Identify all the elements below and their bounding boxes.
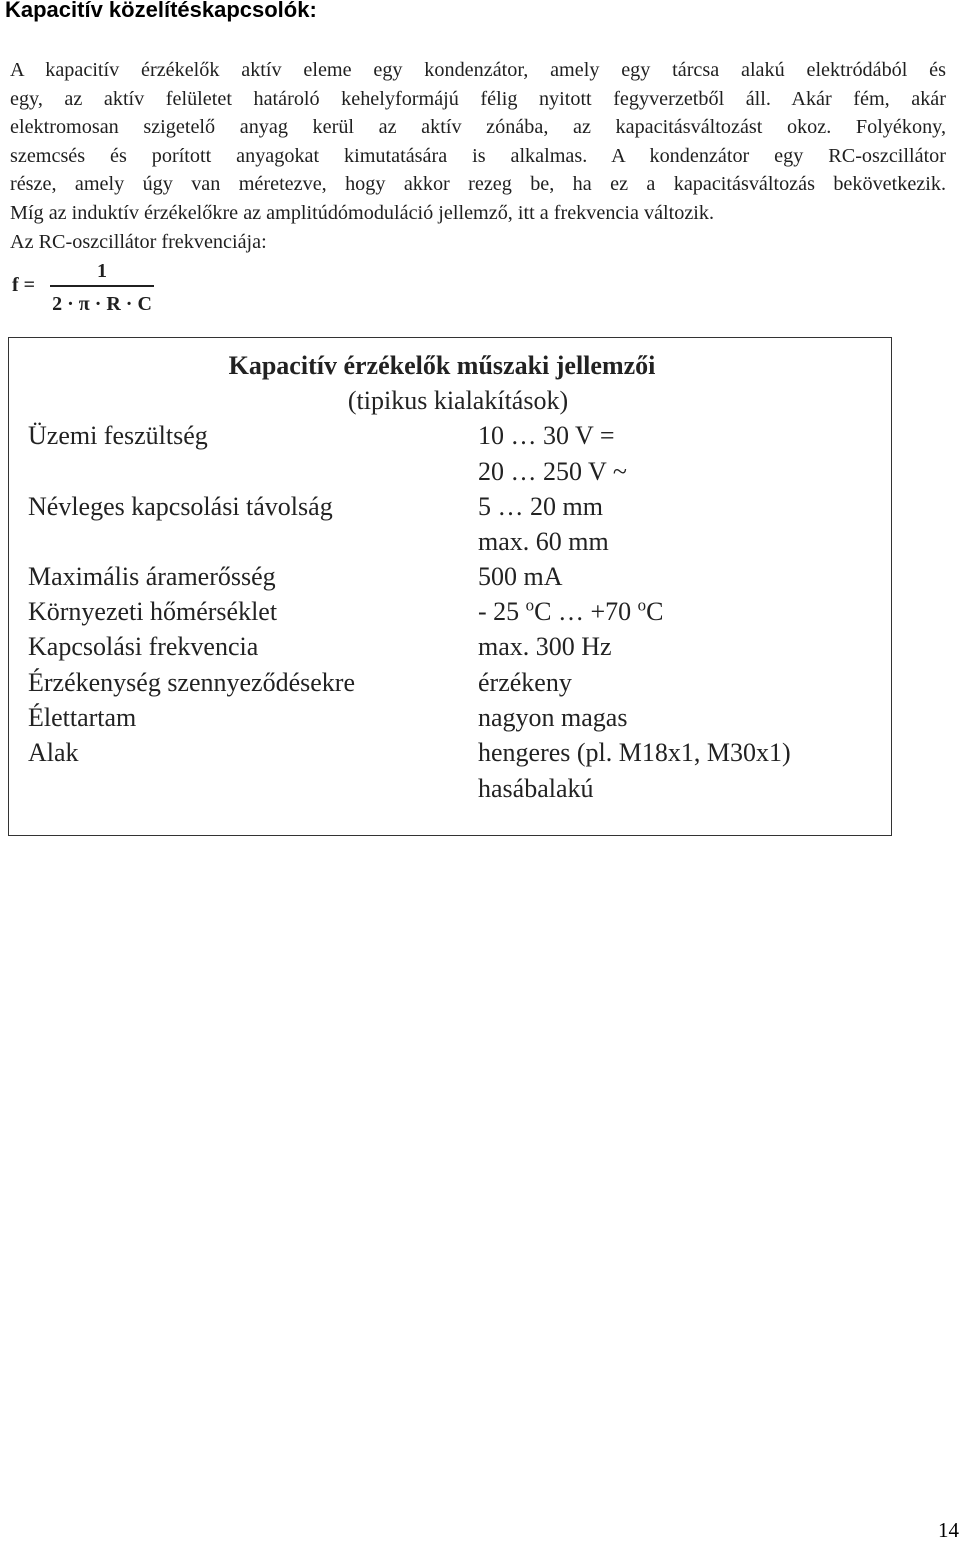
spec-value-switching-frequency: max. 300 Hz [478,632,612,661]
intro-line: A kapacitív érzékelők aktív eleme egy kondenzátor, amely egy tárcsa alakú elektródából és [10,59,946,81]
spec-value-voltage-dc: 10 … 30 V = [478,421,615,450]
formula-lhs: f = [12,274,36,296]
spec-label-ambient-temp: Környezeti hőmérséklet [28,597,278,626]
spec-title: Kapacitív érzékelők műszaki jellemzői [228,351,656,380]
page-title: Kapacitív közelítéskapcsolók: [5,0,317,22]
spec-value-shape-prismatic: hasábalakú [478,774,594,803]
spec-label-max-current: Maximális áramerősség [28,562,276,591]
spec-value-lifetime: nagyon magas [478,703,628,732]
spec-value-contamination-sensitivity: érzékeny [478,668,572,697]
intro-line: egy, az aktív felületet határoló kehelyformájú félig nyitott fegyverzetből áll. Akár fém, akár [10,87,946,110]
spec-label-switching-frequency: Kapcsolási frekvencia [28,632,259,661]
spec-value-switching-distance-max: max. 60 mm [478,527,609,556]
page-number: 14 [938,1518,959,1542]
formula-denominator: 2 · π · R · C [52,293,152,315]
spec-box [8,337,892,836]
intro-line: szemcsés és porított anyagokat kimutatására is alkalmas. A kondenzátor egy RC-oszcillátor [10,144,946,167]
spec-value-switching-distance: 5 … 20 mm [478,492,603,521]
intro-line: Az RC-oszcillátor frekvenciája: [10,230,267,253]
intro-line: része, amely úgy van méretezve, hogy akkor rezeg be, ha ez a kapacitásváltozás bekövetkezik. [10,173,946,196]
spec-value-shape-cylindrical: hengeres (pl. M18x1, M30x1) [478,738,791,767]
spec-value-voltage-ac: 20 … 250 V ~ [478,457,627,486]
spec-value-ambient-temp: - 25 $^o$C … +70 $^o$C [478,595,664,626]
intro-line: elektromosan szigetelő anyag kerül az aktív zónába, az kapacitásváltozást okoz. Folyékony, [10,116,946,139]
spec-subtitle: (tipikus kialakítások) [347,386,569,415]
spec-label-switching-distance: Névleges kapcsolási távolság [28,492,333,521]
intro-line: Míg az induktív érzékelőkre az amplitúdómoduláció jellemző, itt a frekvencia változik. [10,201,715,224]
spec-label-lifetime: Élettartam [28,703,137,732]
spec-value-max-current: 500 mA [478,562,563,591]
spec-label-voltage: Üzemi feszültség [28,421,208,450]
intro-paragraph [10,56,946,256]
fraction-bar [50,285,154,287]
spec-label-contamination-sensitivity: Érzékenység szennyeződésekre [28,668,355,697]
formula-numerator: 1 [97,260,107,282]
formula-fraction [50,258,154,317]
spec-label-shape: Alak [28,738,79,767]
